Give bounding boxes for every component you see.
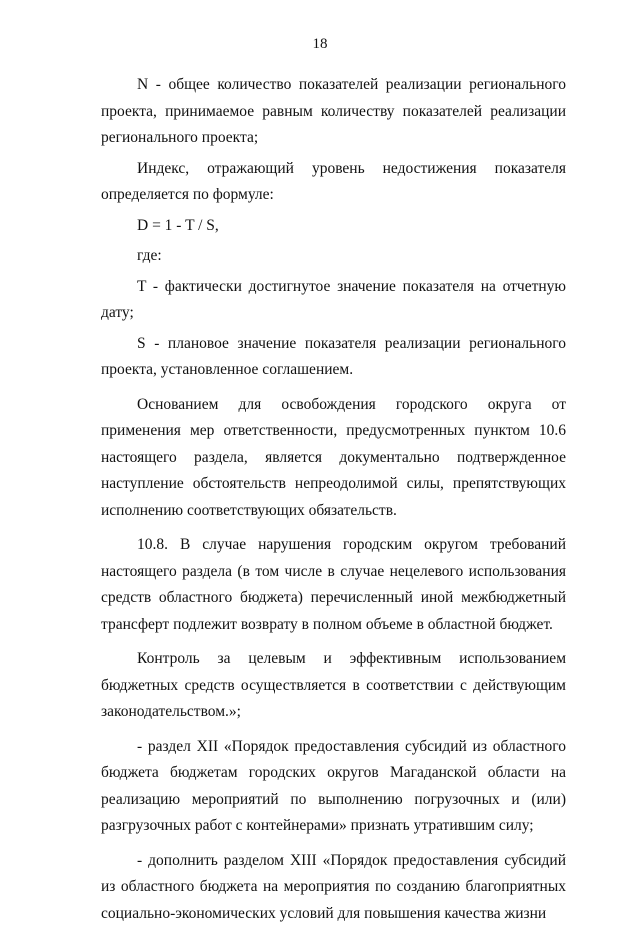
paragraph-section-xiii: - дополнить разделом XIII «Порядок предоставления субсидий из областного бюджета на мероприятия по созданию благоприятных социально-экономических условий для повышения качества жизни bbox=[101, 848, 566, 927]
paragraph-control: Контроль за целевым и эффективным использованием бюджетных средств осуществляется в соответствии с действующим законодательством.»; bbox=[101, 646, 566, 726]
document-body bbox=[101, 72, 566, 927]
paragraph-indicator-count: N - общее количество показателей реализации регионального проекта, принимаемое равным количеству показателей реализации регионального проекта; bbox=[101, 72, 566, 152]
paragraph-t-definition: T - фактически достигнутое значение показателя на отчетную дату; bbox=[101, 274, 566, 327]
page-number: 18 bbox=[0, 36, 640, 53]
paragraph-index-definition: Индекс, отражающий уровень недостижения показателя определяется по формуле: bbox=[101, 156, 566, 209]
paragraph-10-8: 10.8. В случае нарушения городским округом требований настоящего раздела (в том числе в случае нецелевого использования средств областного бюджета) перечисленный иной межбюджетный трансферт подлежит возврату в полном объеме в областной бюджет. bbox=[101, 532, 566, 638]
paragraph-formula: D = 1 - T / S, bbox=[101, 213, 566, 240]
paragraph-s-definition: S - плановое значение показателя реализации регионального проекта, установленное соглашением. bbox=[101, 331, 566, 384]
paragraph-where: где: bbox=[101, 243, 566, 270]
paragraph-exemption-basis: Основанием для освобождения городского округа от применения мер ответственности, предусмотренных пунктом 10.6 настоящего раздела, является документально подтвержденное наступление обстоятельств непреодолимой силы, препятствующих исполнению соответствующих обязательств. bbox=[101, 392, 566, 525]
paragraph-section-xii: - раздел XII «Порядок предоставления субсидий из областного бюджета бюджетам городских округов Магаданской области на реализацию мероприятий по выполнению погрузочных и (или) разгрузочных работ с контейнерами» признать утратившим силу; bbox=[101, 734, 566, 840]
